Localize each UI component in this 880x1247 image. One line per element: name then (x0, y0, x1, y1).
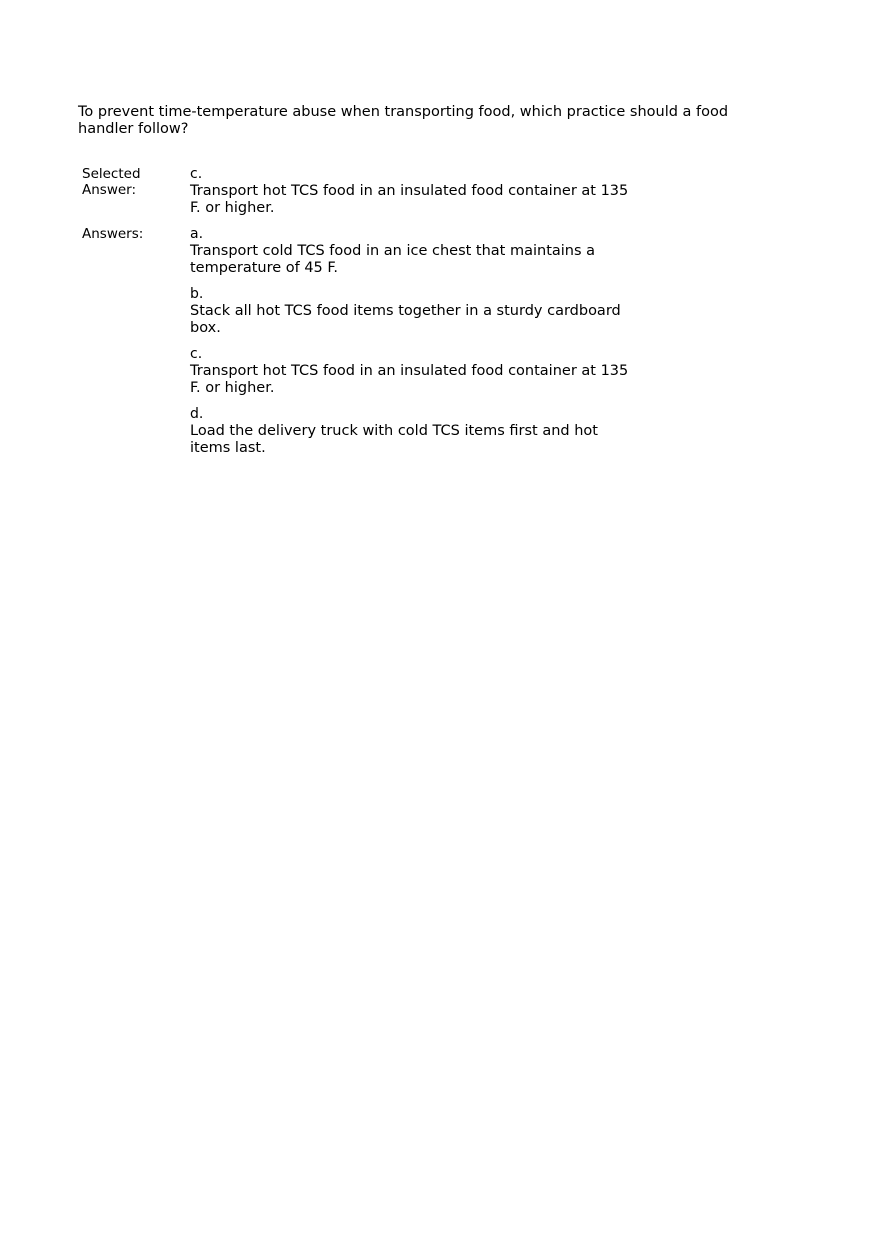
answer-option-letter: d. (190, 406, 204, 422)
answer-option-text: Stack all hot TCS food items together in a sturdy cardboard box. (190, 303, 621, 336)
selected-answer-text: Transport hot TCS food in an insulated food container at 135 F. or higher. (190, 183, 629, 216)
selected-answer-row (82, 166, 642, 217)
answer-option-a (190, 226, 642, 277)
answer-option-b (190, 286, 642, 337)
answer-option-letter: a. (190, 226, 204, 242)
answer-option-text: Load the delivery truck with cold TCS items first and hot items last. (190, 423, 598, 456)
selected-answer-letter: c. (190, 166, 203, 182)
answer-block (82, 166, 642, 457)
question-text: To prevent time-temperature abuse when transporting food, which practice should a food handler follow? (78, 104, 729, 137)
answer-option-text: Transport hot TCS food in an insulated food container at 135 F. or higher. (190, 363, 629, 396)
answer-option-letter: b. (190, 286, 204, 302)
answers-row (82, 226, 642, 457)
selected-answer-content (190, 166, 642, 217)
selected-answer-option (190, 166, 642, 217)
answer-option-c (190, 346, 642, 397)
selected-answer-label (82, 166, 190, 198)
answer-option-text: Transport cold TCS food in an ice chest that maintains a temperature of 45 F. (190, 243, 596, 276)
answers-list (190, 226, 642, 457)
selected-answer-label-line1: Selected (82, 166, 141, 182)
selected-answer-label-line2: Answer: (82, 182, 137, 198)
answer-option-d (190, 406, 642, 457)
answers-label: Answers: (82, 226, 144, 242)
answer-option-letter: c. (190, 346, 203, 362)
